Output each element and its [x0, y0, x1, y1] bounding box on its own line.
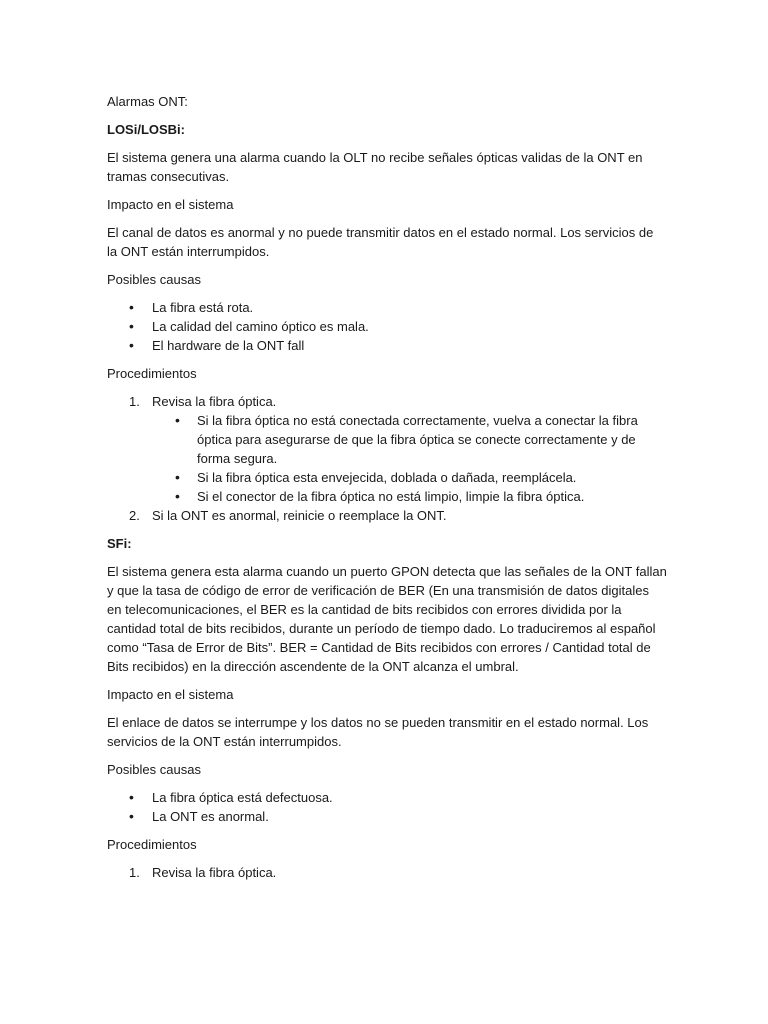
- list-item: • La calidad del camino óptico es mala.: [107, 317, 667, 336]
- impact-label-sfi: Impacto en el sistema: [107, 687, 234, 702]
- impact-text-sfi: El enlace de datos se interrumpe y los datos no se pueden transmitir en el estado normal. Los servicios de la ONT están interrumpidos.: [107, 715, 649, 749]
- procedure-text: Si la ONT es anormal, reinicie o reemplace la ONT.: [152, 508, 447, 523]
- document-page: [107, 92, 667, 891]
- procedure-number: 1.: [129, 865, 140, 880]
- document-title: Alarmas ONT:: [107, 94, 188, 109]
- section-heading-losi: LOSi/LOSBi:: [107, 122, 185, 137]
- procedures-list-losi: [107, 392, 667, 525]
- procedure-subitems: [152, 411, 667, 506]
- impact-text-losi: El canal de datos es anormal y no puede transmitir datos en el estado normal. Los servicios de la ONT están interrumpidos.: [107, 225, 654, 259]
- impact-label-losi: Impacto en el sistema: [107, 197, 234, 212]
- list-item: • Si el conector de la fibra óptica no está limpio, limpie la fibra óptica.: [152, 487, 667, 506]
- procedure-item: [107, 506, 667, 525]
- procedure-item: [107, 863, 667, 882]
- list-item: • El hardware de la ONT fall: [107, 336, 667, 355]
- list-item: • La fibra óptica está defectuosa.: [107, 788, 667, 807]
- causes-list-sfi: [107, 788, 667, 826]
- procedure-text: Revisa la fibra óptica.: [152, 865, 277, 880]
- procedure-number: 2.: [129, 508, 140, 523]
- list-item: • La fibra está rota.: [107, 298, 667, 317]
- causes-list-losi: [107, 298, 667, 355]
- causes-label-sfi: Posibles causas: [107, 762, 201, 777]
- procedure-text: Revisa la fibra óptica.: [152, 394, 277, 409]
- list-item: • Si la fibra óptica no está conectada correctamente, vuelva a conectar la fibra óptica para asegurarse de que la fibra óptica se conecte correctamente y de forma segura.: [152, 411, 667, 468]
- procedures-label-sfi: Procedimientos: [107, 837, 197, 852]
- list-item: • Si la fibra óptica esta envejecida, doblada o dañada, reemplácela.: [152, 468, 667, 487]
- section-heading-sfi: SFi:: [107, 536, 132, 551]
- section-description-sfi: El sistema genera esta alarma cuando un puerto GPON detecta que las señales de la ONT fallan y que la tasa de código de error de verificación de BER (En una transmisión de datos digitales en telecomunicaciones, el BER es la cantidad de bits recibidos con errores dividida por la cantidad total de bits recibidos, durante un período de tiempo dado. Lo traduciremos al español como “Tasa de Error de Bits”. BER = Cantidad de Bits recibidos con errores / Cantidad total de Bits recibidos) en la dirección ascendente de la ONT alcanza el umbral.: [107, 564, 667, 674]
- procedure-number: 1.: [129, 394, 140, 409]
- procedures-label-losi: Procedimientos: [107, 366, 197, 381]
- causes-label-losi: Posibles causas: [107, 272, 201, 287]
- list-item: • La ONT es anormal.: [107, 807, 667, 826]
- procedure-item: [107, 392, 667, 506]
- procedures-list-sfi: [107, 863, 667, 882]
- section-description-losi: El sistema genera una alarma cuando la OLT no recibe señales ópticas validas de la ONT en tramas consecutivas.: [107, 150, 643, 184]
